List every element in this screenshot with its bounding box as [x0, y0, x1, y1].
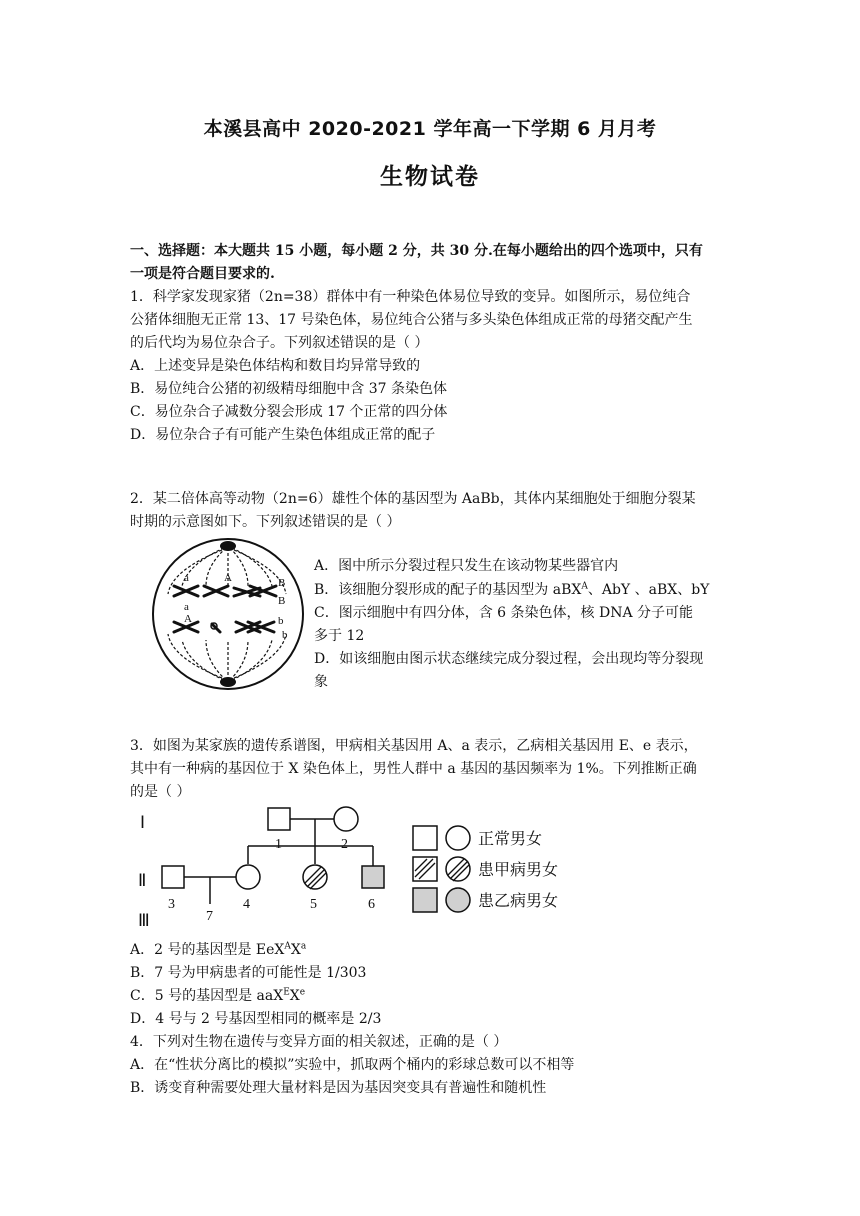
generation-label-3: Ⅲ	[138, 911, 150, 930]
spindle-bottom	[168, 634, 286, 680]
pedigree-chart	[130, 800, 600, 932]
individual-1-male-normal	[268, 808, 290, 830]
gene-label: b	[278, 615, 284, 627]
section-heading-line2: 一项是符合题目要求的.	[130, 266, 275, 282]
individual-id: 7	[206, 909, 213, 924]
q2-option-a: A．图中所示分裂过程只发生在该动物某些器官内	[314, 558, 619, 574]
cell-division-figure	[148, 534, 310, 692]
q3-option-d: D．4 号与 2 号基因型相同的概率是 2/3	[130, 1011, 382, 1027]
legend-normal-male	[413, 826, 437, 850]
q2-option-b	[314, 580, 730, 600]
q3-option-a-text: A．2 号的基因型是 EeX	[130, 942, 285, 958]
q4-option-b: B．诱变育种需要处理大量材料是因为基因突变具有普遍性和随机性	[130, 1080, 547, 1096]
q1-option-c: C．易位杂合子减数分裂会形成 17 个正常的四分体	[130, 404, 448, 420]
generation-label-1: Ⅰ	[140, 813, 146, 832]
gene-label: a	[184, 572, 189, 584]
q3-option-a-x: X	[290, 942, 301, 958]
q1-stem-line2: 公猪体细胞无正常 13、17 号染色体，易位纯合公猪与多头染色体组成正常的母猪交配产生	[130, 312, 693, 328]
q3-stem-line1: 3．如图为某家族的遗传系谱图，甲病相关基因用 A、a 表示，乙病相关基因用 E、e 表示，	[130, 738, 698, 754]
gene-label: b	[282, 629, 288, 641]
q1-option-b: B．易位纯合公猪的初级精母细胞中含 37 条染色体	[130, 381, 448, 397]
individual-id: 4	[243, 897, 250, 912]
q3-option-c-text: C．5 号的基因型是 aaX	[130, 988, 284, 1004]
superscript: a	[300, 941, 307, 952]
q2-option-c-line2: 多于 12	[314, 628, 365, 644]
q1-option-d: D．易位杂合子有可能产生染色体组成正常的配子	[130, 427, 436, 443]
individual-id: 1	[275, 837, 282, 852]
legend-yi-male	[413, 888, 437, 912]
q2-option-d-line1: D．如该细胞由图示状态继续完成分裂过程，会出现均等分裂现	[314, 651, 704, 667]
q1-option-a: A．上述变异是染色体结构和数目均异常导致的	[130, 358, 421, 374]
q2-option-b-text: B．该细胞分裂形成的配子的基因型为 aBX	[314, 582, 582, 598]
q3-option-b: B．7 号为甲病患者的可能性是 1/303	[130, 965, 367, 981]
individual-6-male-yi	[362, 866, 384, 888]
individual-2-female-normal	[334, 807, 358, 831]
centrosome-top	[220, 541, 236, 551]
q2-option-d-line2: 象	[314, 674, 328, 690]
gene-label: a	[184, 601, 189, 613]
hatch-lines	[305, 859, 469, 889]
gene-label: A	[224, 572, 232, 584]
superscript: A	[284, 941, 291, 952]
exam-subtitle: 生物试卷	[380, 164, 480, 190]
q1-stem-line1: 1．科学家发现家猪（2n=38）群体中有一种染色体易位导致的变异。如图所示，易位纯合	[130, 289, 691, 305]
cell-membrane	[153, 539, 303, 689]
individual-id: 5	[310, 897, 317, 912]
gene-label: A	[184, 613, 192, 625]
q3-option-c-x: X	[289, 988, 300, 1004]
individual-id: 3	[168, 897, 175, 912]
superscript: E	[283, 987, 290, 998]
legend-label-jia: 患甲病男女	[478, 860, 559, 879]
centrosome-bottom	[220, 677, 236, 687]
legend-label-normal: 正常男女	[478, 829, 543, 848]
q3-stem-line2: 其中有一种病的基因位于 X 染色体上，男性人群中 a 基因的基因频率为 1%。下列推断正确	[130, 761, 697, 777]
individual-3-male-normal	[162, 866, 184, 888]
legend-yi-female	[446, 888, 470, 912]
q2-option-c-line1: C．图示细胞中有四分体，含 6 条染色体，核 DNA 分子可能	[314, 605, 694, 621]
legend-jia-female	[446, 857, 470, 881]
individual-id: 2	[341, 837, 348, 852]
legend-label-yi: 患乙病男女	[478, 891, 559, 910]
chromosomes-top	[174, 586, 276, 596]
individual-id: 6	[368, 897, 375, 912]
q2-option-b-text-end: 、AbY 、aBX、bY	[587, 582, 710, 598]
q3-option-c	[130, 986, 730, 1006]
superscript: e	[299, 987, 306, 998]
q3-stem-line3: 的是（ ）	[130, 784, 191, 800]
section-heading-line1: 一、选择题：本大题共 15 小题，每小题 2 分，共 30 分.在每小题给出的四个选项中，只有	[130, 243, 703, 259]
gene-label: B	[278, 595, 286, 607]
individual-5-female-jia	[303, 865, 327, 889]
exam-title: 本溪县高中 2020-2021 学年高一下学期 6 月月考	[203, 118, 657, 140]
q4-stem: 4．下列对生物在遗传与变异方面的相关叙述，正确的是（ ）	[130, 1034, 508, 1050]
generation-label-2: Ⅱ	[138, 871, 147, 890]
individual-4-female-normal	[236, 865, 260, 889]
q4-option-a: A．在“性状分离比的模拟”实验中，抓取两个桶内的彩球总数可以不相等	[130, 1057, 575, 1073]
q3-option-a	[130, 940, 730, 960]
q2-stem-line1: 2．某二倍体高等动物（2n=6）雄性个体的基因型为 AaBb，其体内某细胞处于细胞分裂某	[130, 491, 696, 507]
legend-normal-female	[446, 826, 470, 850]
q2-stem-line2: 时期的示意图如下。下列叙述错误的是（ ）	[130, 514, 401, 530]
gene-label: B	[278, 577, 286, 589]
q1-stem-line3: 的后代均为易位杂合子。下列叙述错误的是（ ）	[130, 335, 429, 351]
superscript: A	[581, 581, 588, 592]
